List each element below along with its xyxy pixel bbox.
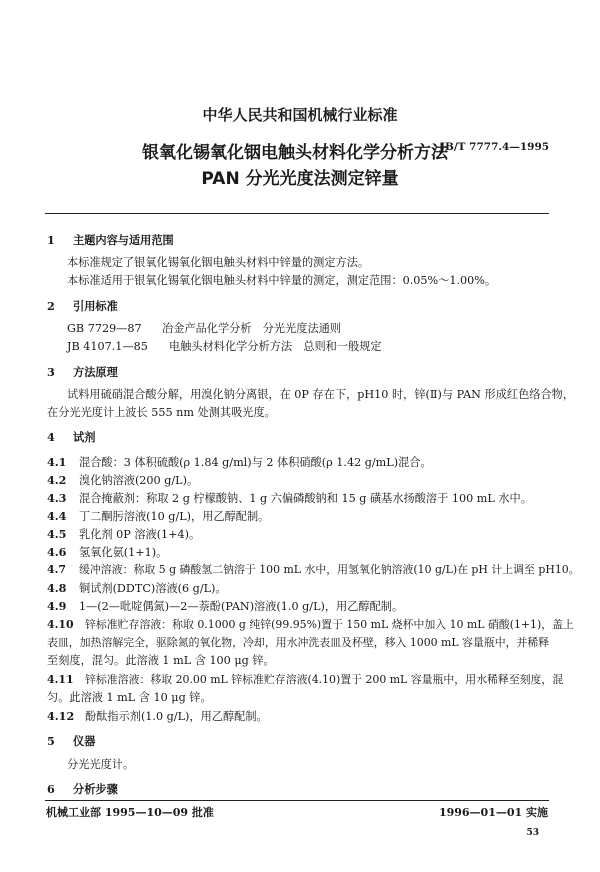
footer-rule <box>45 800 549 801</box>
item-number: 4.4 <box>47 509 67 523</box>
section-number: 2 <box>47 299 55 313</box>
item-text: 混合掩蔽剂：称取 2 g 柠檬酸钠、1 g 六偏磷酸钠和 15 g 磺基水扬酸溶于 100 mL 水中。 <box>79 492 532 505</box>
item-text: 锌标准溶液：移取 20.00 mL 锌标准贮存溶液(4.10)置于 200 mL 容量瓶中，用水稀释至刻度，混 <box>85 673 564 686</box>
section-number: 4 <box>47 430 55 444</box>
section-number: 1 <box>47 233 55 247</box>
paragraph: 分光光度计。 <box>67 758 135 771</box>
item-number: 4.3 <box>47 491 67 505</box>
item-text: 1—(2—吡啶偶氮)—2—萘酚(PAN)溶液(1.0 g/L)，用乙醇配制。 <box>79 600 404 613</box>
document-subtitle: PAN 分光光度法测定锌量 <box>201 169 399 189</box>
standard-number: JB/T 7777.4—1995 <box>440 141 550 153</box>
section-2-heading <box>47 299 118 314</box>
reference-name: 冶金产品化学分析 分光光度法通则 <box>162 322 342 335</box>
item-number: 4.11 <box>47 673 74 686</box>
item-number: 4.8 <box>47 581 67 595</box>
item-text-continued: 表皿，加热溶解完全，驱除氮的氧化物，冷却，用水冲洗表皿及杯壁，移入 1000 mL 容量瓶中，并稀释 <box>47 636 550 649</box>
document-title: 银氧化锡氧化铟电触头材料化学分析方法 <box>142 143 448 163</box>
section-title: 分析步骤 <box>73 783 118 796</box>
item-text-continued: 匀。此溶液 1 mL 含 10 μg 锌。 <box>47 691 212 704</box>
reagent-item <box>47 545 167 560</box>
reference-item <box>67 340 382 354</box>
reference-code: JB 4107.1—85 <box>67 340 148 353</box>
item-number: 4.6 <box>47 545 67 559</box>
effective-date: 1996—01—01 实施 <box>438 806 548 819</box>
section-number: 3 <box>47 365 55 379</box>
reagent-item <box>47 491 532 506</box>
reference-item <box>67 322 341 336</box>
reagent-item <box>47 618 574 632</box>
item-text: 缓冲溶液：称取 5 g 磷酸氢二钠溶于 100 mL 水中，用氢氧化钠溶液(10 g/L)在 pH 计上调至 pH10。 <box>79 563 580 576</box>
paragraph: 在分光光度计上波长 555 nm 处测其吸光度。 <box>47 406 276 419</box>
section-4-heading <box>47 430 95 445</box>
section-title: 引用标准 <box>73 300 118 313</box>
reagent-item <box>47 673 563 687</box>
item-number: 4.9 <box>47 599 67 613</box>
section-title: 仪器 <box>73 735 96 748</box>
reference-code: GB 7729—87 <box>67 322 142 335</box>
org-header: 中华人民共和国机械行业标准 <box>202 106 398 124</box>
section-number: 5 <box>47 734 55 748</box>
header-rule <box>45 213 549 214</box>
item-number: 4.10 <box>47 618 74 631</box>
section-title: 主题内容与适用范围 <box>73 234 174 247</box>
item-text: 乳化剂 0P 溶液(1+4)。 <box>79 528 201 541</box>
item-text: 酚酞指示剂(1.0 g/L)，用乙醇配制。 <box>85 710 268 723</box>
reagent-item <box>47 473 198 488</box>
reagent-item <box>47 709 268 724</box>
item-text: 溴化钠溶液(200 g/L)。 <box>79 474 199 487</box>
reagent-item <box>47 509 269 524</box>
item-text: 氢氧化氨(1+1)。 <box>79 546 168 559</box>
paragraph: 试料用硫硝混合酸分解，用溴化钠分离银，在 0P 存在下，pH10 时，锌(Ⅱ)与 PAN 形成红色络合物， <box>67 388 575 401</box>
item-text: 混合酸：3 体积硫酸(ρ 1.84 g/ml)与 2 体积硝酸(ρ 1.42 g/mL)混合。 <box>79 456 432 469</box>
paragraph: 本标准适用于银氧化锡氧化铟电触头材料中锌量的测定，测定范围：0.05%～1.00%。 <box>67 274 497 287</box>
section-number: 6 <box>47 782 55 796</box>
section-1-heading <box>47 233 174 248</box>
section-title: 试剂 <box>73 431 96 444</box>
reagent-item <box>47 599 403 614</box>
page-number: 53 <box>526 828 539 838</box>
item-number: 4.5 <box>47 527 67 541</box>
reagent-item <box>47 563 580 577</box>
item-number: 4.7 <box>47 563 66 576</box>
item-number: 4.1 <box>47 455 67 469</box>
item-number: 4.12 <box>47 709 75 723</box>
item-number: 4.2 <box>47 473 67 487</box>
section-6-heading <box>47 782 118 797</box>
approval-date: 机械工业部 1995—10—09 批准 <box>46 806 214 819</box>
section-5-heading <box>47 734 95 749</box>
item-text: 丁二酮肟溶液(10 g/L)，用乙醇配制。 <box>79 510 270 523</box>
section-3-heading <box>47 365 118 380</box>
item-text: 锌标准贮存溶液：称取 0.1000 g 纯锌(99.95%)置于 150 mL 烧杯中加入 10 mL 硝酸(1+1)，盖上 <box>85 618 574 631</box>
section-title: 方法原理 <box>73 366 118 379</box>
item-text: 铜试剂(DDTC)溶液(6 g/L)。 <box>79 582 227 595</box>
reference-name: 电触头材料化学分析方法 总则和一般规定 <box>169 340 382 353</box>
reagent-item <box>47 581 227 596</box>
reagent-item <box>47 527 200 542</box>
paragraph: 本标准规定了银氧化锡氧化铟电触头材料中锌量的测定方法。 <box>67 256 370 269</box>
item-text-continued: 至刻度，混匀。此溶液 1 mL 含 100 μg 锌。 <box>47 654 275 667</box>
reagent-item <box>47 455 432 470</box>
